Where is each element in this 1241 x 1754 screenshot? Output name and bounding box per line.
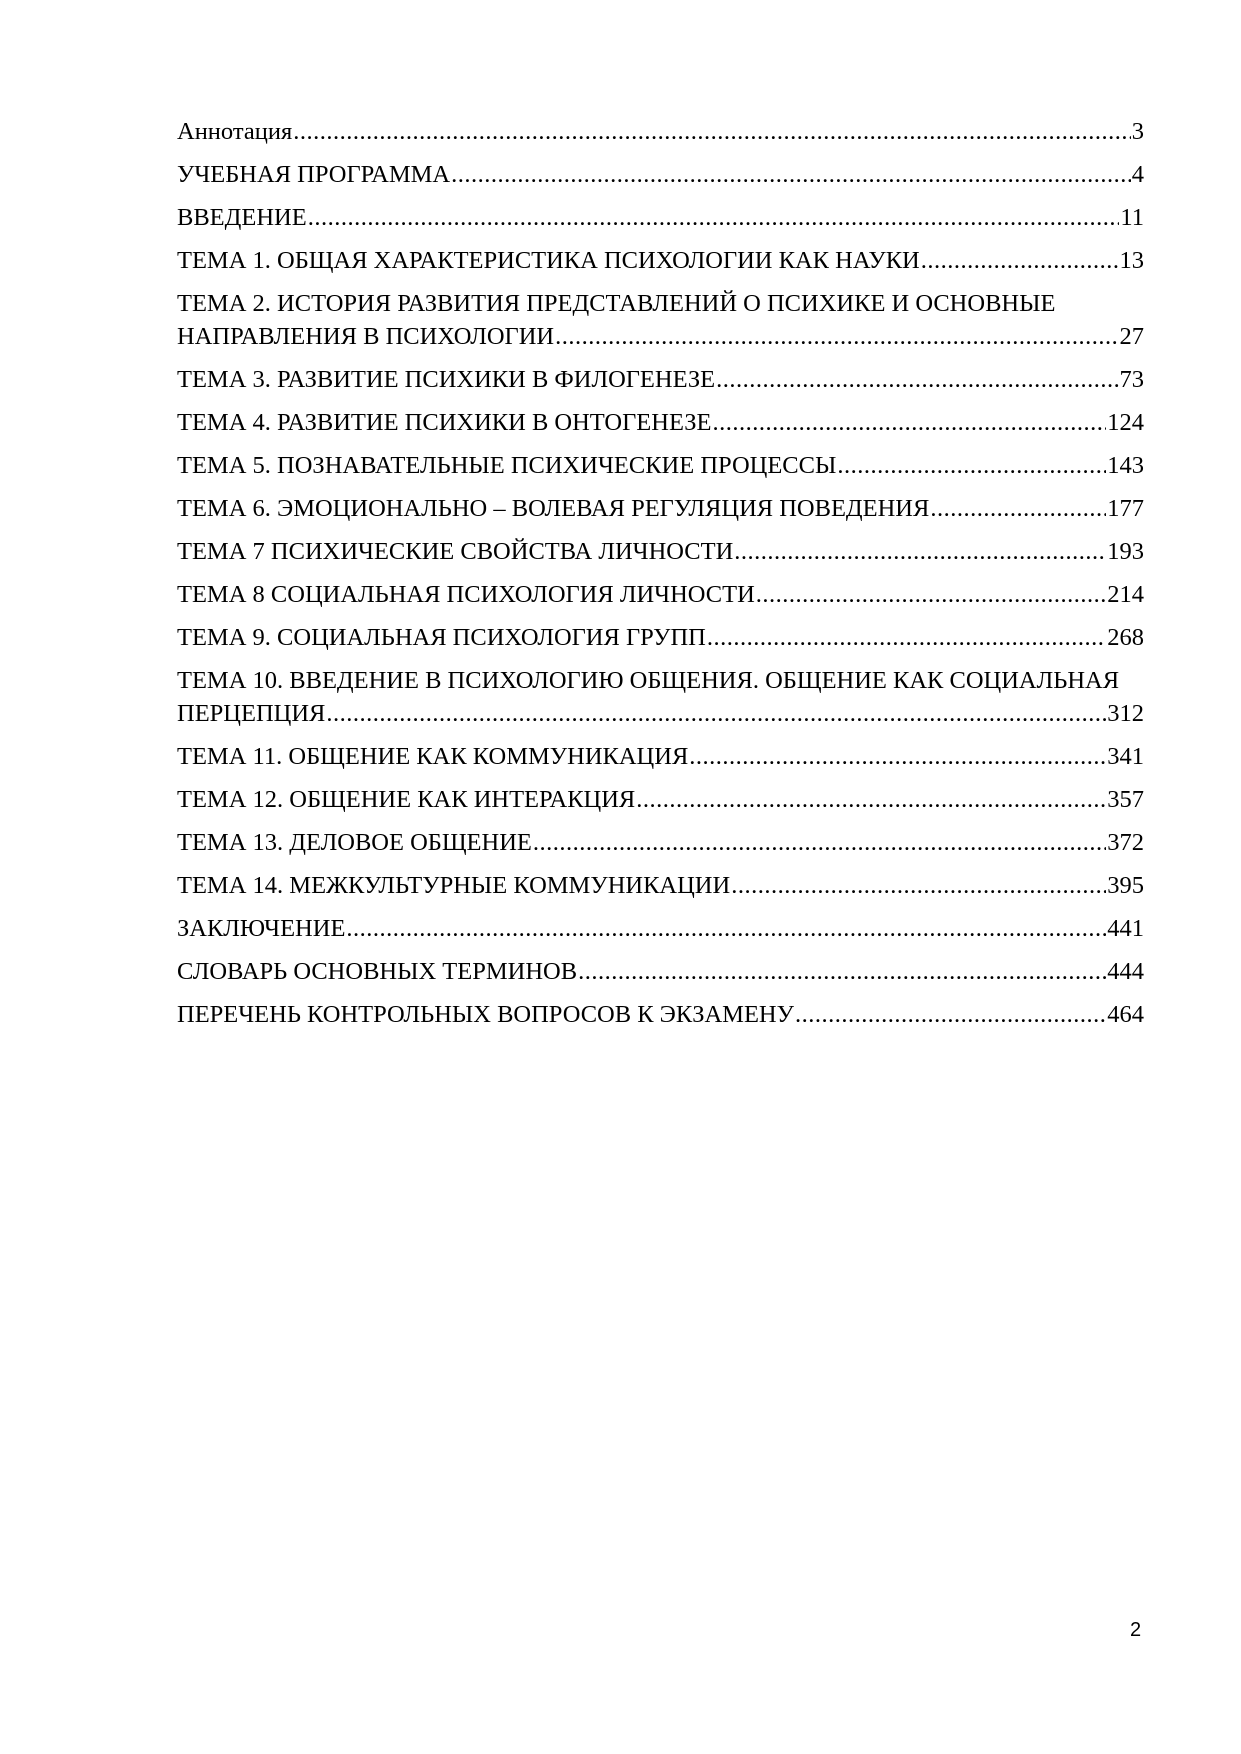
toc-entry-topic-6: [177, 492, 1144, 525]
toc-entry-topic-2: [177, 287, 1144, 353]
dot-leader: [731, 869, 1106, 902]
toc-entry-title: ТЕМА 8 СОЦИАЛЬНАЯ ПСИХОЛОГИЯ ЛИЧНОСТИ: [177, 581, 755, 608]
dot-leader: [930, 492, 1106, 525]
toc-entry-title: ТЕМА 13. ДЕЛОВОЕ ОБЩЕНИЕ: [177, 829, 532, 856]
toc-entry-title: ТЕМА 3. РАЗВИТИЕ ПСИХИКИ В ФИЛОГЕНЕЗЕ: [177, 366, 716, 393]
dot-leader: [555, 320, 1118, 353]
table-of-contents: [177, 115, 1144, 1041]
toc-entry-page: 214: [1107, 581, 1144, 608]
toc-entry-page: 372: [1107, 829, 1144, 856]
dot-leader: [712, 406, 1106, 439]
toc-entry-page: 27: [1119, 323, 1144, 350]
toc-row: [177, 869, 1144, 902]
toc-entry-title: ТЕМА 5. ПОЗНАВАТЕЛЬНЫЕ ПСИХИЧЕСКИЕ ПРОЦЕССЫ: [177, 452, 837, 479]
toc-entry-title: ТЕМА 11. ОБЩЕНИЕ КАК КОММУНИКАЦИЯ: [177, 743, 689, 770]
toc-row: [177, 578, 1144, 611]
toc-entry-page: 11: [1120, 204, 1144, 231]
toc-entry-topic-9: [177, 621, 1144, 654]
toc-row: [177, 826, 1144, 859]
toc-entry-glossary: [177, 955, 1144, 988]
toc-row: [177, 244, 1144, 277]
toc-row: [177, 492, 1144, 525]
toc-entry-title: ТЕМА 14. МЕЖКУЛЬТУРНЫЕ КОММУНИКАЦИИ: [177, 872, 731, 899]
toc-row: [177, 320, 1144, 353]
toc-entry-title: СЛОВАРЬ ОСНОВНЫХ ТЕРМИНОВ: [177, 958, 578, 985]
toc-entry-topic-14: [177, 869, 1144, 902]
toc-row: [177, 363, 1144, 396]
toc-entry-title: ЗАКЛЮЧЕНИЕ: [177, 915, 346, 942]
toc-entry-page: 395: [1107, 872, 1144, 899]
dot-leader: [716, 363, 1118, 396]
toc-entry-topic-4: [177, 406, 1144, 439]
toc-row: [177, 783, 1144, 816]
toc-row: [177, 449, 1144, 482]
toc-entry-title-line-1: ТЕМА 2. ИСТОРИЯ РАЗВИТИЯ ПРЕДСТАВЛЕНИЙ О ПСИХИКЕ И ОСНОВНЫЕ: [177, 290, 1056, 317]
toc-entry-page: 341: [1107, 743, 1144, 770]
dot-leader: [689, 740, 1106, 773]
toc-entry-conclusion: [177, 912, 1144, 945]
toc-entry-title: Аннотация: [177, 118, 293, 145]
dot-leader: [707, 621, 1106, 654]
toc-entry-title-line-2: ПЕРЦЕПЦИЯ: [177, 700, 326, 727]
toc-row: [177, 998, 1144, 1031]
toc-row: [177, 912, 1144, 945]
toc-entry-page: 177: [1107, 495, 1144, 522]
toc-entry-topic-8: [177, 578, 1144, 611]
toc-entry-title: ТЕМА 6. ЭМОЦИОНАЛЬНО – ВОЛЕВАЯ РЕГУЛЯЦИЯ ПОВЕДЕНИЯ: [177, 495, 930, 522]
page-number: 2: [1130, 1619, 1142, 1641]
dot-leader: [756, 578, 1106, 611]
dot-leader: [734, 535, 1106, 568]
toc-entry-page: 444: [1107, 958, 1144, 985]
dot-leader: [578, 955, 1106, 988]
toc-entry-annotation: [177, 115, 1144, 148]
toc-entry-curriculum: [177, 158, 1144, 191]
toc-row: [177, 406, 1144, 439]
toc-row: [177, 201, 1144, 234]
toc-row: [177, 535, 1144, 568]
dot-leader: [795, 998, 1106, 1031]
dot-leader: [921, 244, 1119, 277]
toc-entry-topic-5: [177, 449, 1144, 482]
toc-entry-title: ТЕМА 4. РАЗВИТИЕ ПСИХИКИ В ОНТОГЕНЕЗЕ: [177, 409, 712, 436]
dot-leader: [837, 449, 1106, 482]
toc-entry-page: 268: [1107, 624, 1144, 651]
toc-entry-page: 312: [1107, 700, 1144, 727]
toc-entry-title-line-2: НАПРАВЛЕНИЯ В ПСИХОЛОГИИ: [177, 323, 555, 350]
toc-row: [177, 158, 1144, 191]
toc-entry-page: 357: [1107, 786, 1144, 813]
dot-leader: [308, 201, 1120, 234]
toc-entry-page: 143: [1107, 452, 1144, 479]
toc-entry-title: ТЕМА 9. СОЦИАЛЬНАЯ ПСИХОЛОГИЯ ГРУПП: [177, 624, 706, 651]
dot-leader: [451, 158, 1131, 191]
toc-entry-page: 124: [1107, 409, 1144, 436]
toc-entry-page: 13: [1119, 247, 1144, 274]
toc-entry-page: 73: [1119, 366, 1144, 393]
toc-entry-introduction: [177, 201, 1144, 234]
toc-entry-topic-7: [177, 535, 1144, 568]
dot-leader: [293, 115, 1131, 148]
toc-entry-topic-1: [177, 244, 1144, 277]
toc-entry-title-line-1: ТЕМА 10. ВВЕДЕНИЕ В ПСИХОЛОГИЮ ОБЩЕНИЯ. ОБЩЕНИЕ КАК СОЦИАЛЬНАЯ: [177, 667, 1120, 694]
dot-leader: [533, 826, 1106, 859]
toc-entry-page: 464: [1107, 1001, 1144, 1028]
toc-entry-title: УЧЕБНАЯ ПРОГРАММА: [177, 161, 451, 188]
toc-entry-page: 193: [1107, 538, 1144, 565]
toc-row: [177, 115, 1144, 148]
toc-entry-exam-questions: [177, 998, 1144, 1031]
toc-entry-topic-11: [177, 740, 1144, 773]
dot-leader: [346, 912, 1106, 945]
toc-entry-topic-13: [177, 826, 1144, 859]
toc-entry-title: ТЕМА 1. ОБЩАЯ ХАРАКТЕРИСТИКА ПСИХОЛОГИИ КАК НАУКИ: [177, 247, 920, 274]
toc-entry-title: ВВЕДЕНИЕ: [177, 204, 307, 231]
toc-entry-title: ТЕМА 12. ОБЩЕНИЕ КАК ИНТЕРАКЦИЯ: [177, 786, 636, 813]
toc-entry-title: ПЕРЕЧЕНЬ КОНТРОЛЬНЫХ ВОПРОСОВ К ЭКЗАМЕНУ: [177, 1001, 794, 1028]
toc-entry-topic-10: [177, 664, 1144, 730]
toc-entry-page: 441: [1107, 915, 1144, 942]
toc-row: [177, 621, 1144, 654]
dot-leader: [326, 697, 1106, 730]
toc-entry-title: ТЕМА 7 ПСИХИЧЕСКИЕ СВОЙСТВА ЛИЧНОСТИ: [177, 538, 734, 565]
toc-entry-page: 4: [1131, 161, 1144, 188]
toc-entry-page: 3: [1131, 118, 1144, 145]
toc-entry-topic-12: [177, 783, 1144, 816]
toc-row: [177, 697, 1144, 730]
toc-row: [177, 740, 1144, 773]
toc-row: [177, 955, 1144, 988]
toc-entry-topic-3: [177, 363, 1144, 396]
dot-leader: [636, 783, 1106, 816]
